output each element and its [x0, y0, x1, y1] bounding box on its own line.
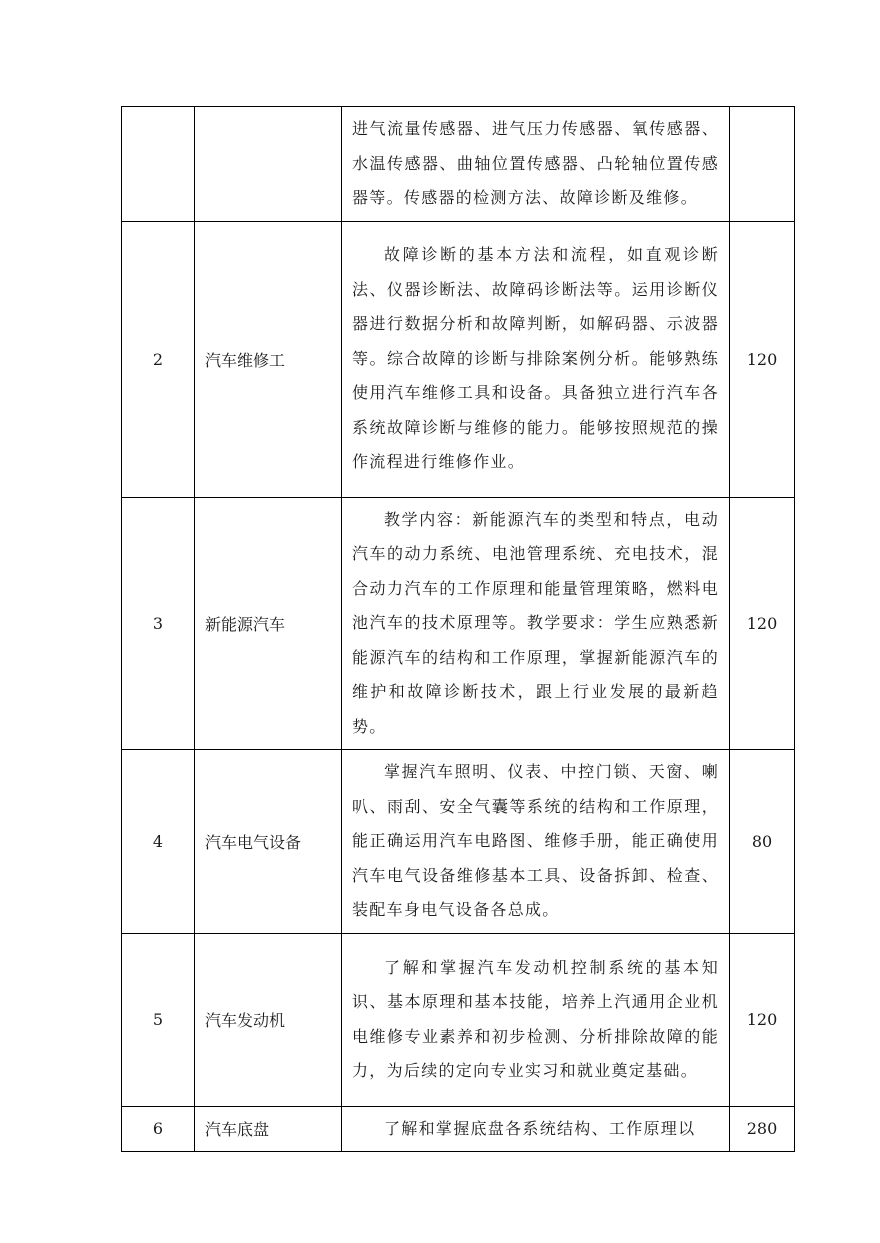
- course-content-cell: [342, 221, 730, 497]
- course-name: 新能源汽车: [195, 497, 342, 750]
- course-hours: [730, 107, 795, 222]
- course-content: 故障诊断的基本方法和流程，如直观诊断法、仪器诊断法、故障码诊断法等。运用诊断仪器进行数据分析和故障判断，如解码器、示波器等。综合故障的诊断与排除案例分析。能够熟练使用汽车维修工具和设备。具备独立进行汽车各系统故障诊断与维修的能力。能够按照规范的操作流程进行维修作业。: [352, 245, 719, 472]
- course-name: 汽车发动机: [195, 933, 342, 1106]
- course-content-cell: [342, 107, 730, 222]
- course-table: [121, 106, 795, 1152]
- course-hours: 280: [730, 1106, 795, 1152]
- course-name: 汽车底盘: [195, 1106, 342, 1152]
- row-number: 3: [122, 497, 195, 750]
- course-hours: 120: [730, 497, 795, 750]
- course-content: 进气流量传感器、进气压力传感器、氧传感器、水温传感器、曲轴位置传感器、凸轮轴位置传感器等。传感器的检测方法、故障诊断及维修。: [352, 119, 719, 207]
- course-content-cell: [342, 750, 730, 934]
- course-hours: 80: [730, 750, 795, 934]
- course-content-cell: [342, 1106, 730, 1152]
- table-row: [122, 497, 795, 750]
- table-row: [122, 750, 795, 934]
- row-number: 6: [122, 1106, 195, 1152]
- course-content: 教学内容：新能源汽车的类型和特点，电动汽车的动力系统、电池管理系统、充电技术，混合动力汽车的工作原理和能量管理策略，燃料电池汽车的技术原理等。教学要求：学生应熟悉新能源汽车的结构和工作原理，掌握新能源汽车的维护和故障诊断技术，跟上行业发展的最新趋势。: [352, 509, 719, 736]
- row-number: 5: [122, 933, 195, 1106]
- course-content: 了解和掌握汽车发动机控制系统的基本知识、基本原理和基本技能，培养上汽通用企业机电维修专业素养和初步检测、分析排除故障的能力，为后续的定向专业实习和就业奠定基础。: [352, 957, 719, 1080]
- table-row: [122, 221, 795, 497]
- course-hours: 120: [730, 221, 795, 497]
- course-hours: 120: [730, 933, 795, 1106]
- course-content-cell: [342, 933, 730, 1106]
- row-number: [122, 107, 195, 222]
- course-name: [195, 107, 342, 222]
- row-number: 2: [122, 221, 195, 497]
- course-content: 掌握汽车照明、仪表、中控门锁、天窗、喇叭、雨刮、安全气囊等系统的结构和工作原理，能正确运用汽车电路图、维修手册，能正确使用汽车电气设备维修基本工具、设备拆卸、检查、装配车身电气设备各总成。: [352, 762, 719, 919]
- course-content-cell: [342, 497, 730, 750]
- row-number: 4: [122, 750, 195, 934]
- course-name: 汽车电气设备: [195, 750, 342, 934]
- course-content: 了解和掌握底盘各系统结构、工作原理以: [384, 1118, 696, 1138]
- table-row: [122, 933, 795, 1106]
- table-row: [122, 107, 795, 222]
- course-name: 汽车维修工: [195, 221, 342, 497]
- table-row: [122, 1106, 795, 1152]
